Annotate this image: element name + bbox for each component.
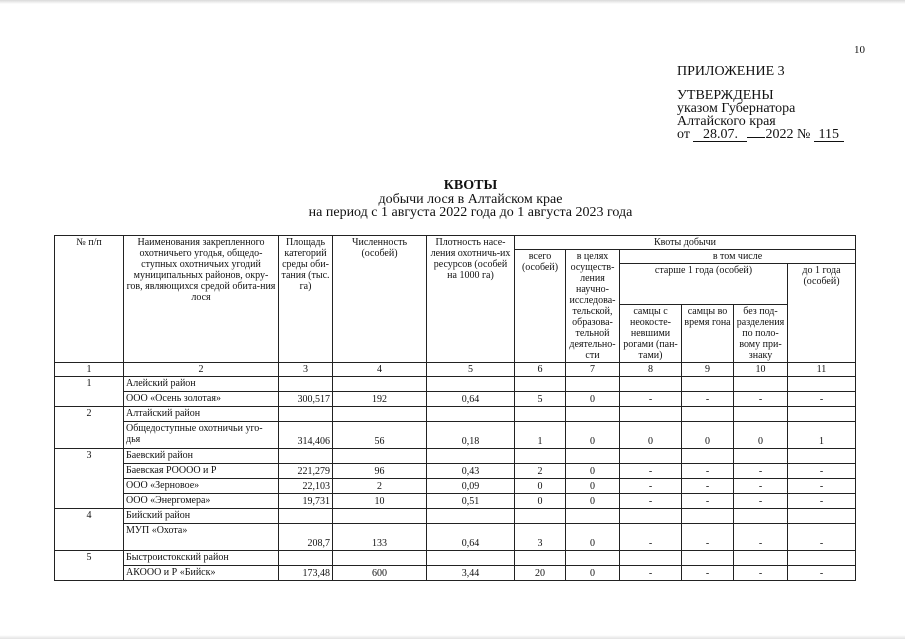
- hunting-ground-name: Общедоступные охотничьи уго-дья: [124, 422, 279, 449]
- cell-area: 208,7: [279, 524, 333, 551]
- cell-no-sex: -: [734, 566, 788, 581]
- approval-date: 28.07.: [693, 128, 747, 142]
- column-number-cell: 1: [55, 363, 124, 377]
- empty-cell: [279, 509, 333, 524]
- empty-cell: [566, 509, 620, 524]
- cell-total: 1: [515, 422, 566, 449]
- cell-density: 0,18: [427, 422, 515, 449]
- table-row: [55, 494, 856, 509]
- scan-edge-top: [0, 0, 905, 4]
- header-older: старше 1 года (особей): [620, 264, 788, 305]
- empty-cell: [734, 509, 788, 524]
- row-number: 1: [55, 377, 124, 407]
- document-title: КВОТЫ: [443, 178, 498, 193]
- empty-cell: [333, 509, 427, 524]
- cell-no-sex: 0: [734, 422, 788, 449]
- empty-cell: [682, 377, 734, 392]
- column-number-cell: 8: [620, 363, 682, 377]
- district-row: [55, 509, 856, 524]
- empty-cell: [427, 407, 515, 422]
- cell-under1: -: [788, 494, 856, 509]
- row-number: 4: [55, 509, 124, 551]
- empty-cell: [333, 407, 427, 422]
- empty-cell: [515, 509, 566, 524]
- cell-area: 22,103: [279, 479, 333, 494]
- scan-edge-bottom: [0, 635, 905, 639]
- approval-block: [677, 89, 844, 142]
- quota-table: [54, 235, 856, 581]
- column-number-cell: 6: [515, 363, 566, 377]
- empty-cell: [427, 377, 515, 392]
- cell-total: 0: [515, 494, 566, 509]
- cell-males-rut: -: [682, 479, 734, 494]
- quota-table-body: [55, 377, 856, 581]
- empty-cell: [682, 449, 734, 464]
- cell-under1: -: [788, 566, 856, 581]
- header-no-sex: без под-разделения по поло-вому при-знаку: [734, 305, 788, 363]
- header-count: Численность (особей): [333, 236, 427, 363]
- cell-area: 221,279: [279, 464, 333, 479]
- cell-males-no-antlers: -: [620, 524, 682, 551]
- cell-density: 0,64: [427, 524, 515, 551]
- district-row: [55, 449, 856, 464]
- cell-males-no-antlers: -: [620, 464, 682, 479]
- header-including: в том числе: [620, 250, 856, 264]
- cell-science: 0: [566, 479, 620, 494]
- hunting-ground-name: ООО «Зерновое»: [124, 479, 279, 494]
- approval-date-line: [677, 128, 844, 142]
- empty-cell: [682, 551, 734, 566]
- empty-cell: [620, 377, 682, 392]
- appendix-label: ПРИЛОЖЕНИЕ 3: [677, 64, 785, 79]
- header-quotas: Квоты добычи: [515, 236, 856, 250]
- cell-no-sex: -: [734, 464, 788, 479]
- table-row: [55, 422, 856, 449]
- empty-cell: [566, 377, 620, 392]
- table-row: [55, 566, 856, 581]
- empty-cell: [515, 407, 566, 422]
- empty-cell: [788, 509, 856, 524]
- district-name: Бийский район: [124, 509, 279, 524]
- cell-science: 0: [566, 422, 620, 449]
- header-under1: до 1 года (особей): [788, 264, 856, 363]
- header-name: Наименования закрепленного охотничьего угодья, общедо-ступных охотничьих угодий муниципальных районов, окру-гов, являющихся средой обита-ния лося: [124, 236, 279, 363]
- cell-under1: -: [788, 479, 856, 494]
- column-number-cell: 7: [566, 363, 620, 377]
- empty-cell: [515, 377, 566, 392]
- approval-from-label: от: [677, 127, 690, 142]
- cell-males-no-antlers: -: [620, 494, 682, 509]
- row-number: 2: [55, 407, 124, 449]
- cell-under1: -: [788, 392, 856, 407]
- cell-count: 10: [333, 494, 427, 509]
- cell-science: 0: [566, 566, 620, 581]
- header-area: Площадь категорий среды оби-тания (тыс. га): [279, 236, 333, 363]
- empty-cell: [734, 551, 788, 566]
- date-gap-underline: [747, 137, 765, 138]
- empty-cell: [734, 407, 788, 422]
- approval-line-1: УТВЕРЖДЕНЫ: [677, 88, 774, 103]
- cell-science: 0: [566, 464, 620, 479]
- hunting-ground-name: АКОOO и Р «Бийск»: [124, 566, 279, 581]
- empty-cell: [279, 407, 333, 422]
- document-title-block: [0, 178, 905, 220]
- empty-cell: [333, 449, 427, 464]
- empty-cell: [788, 449, 856, 464]
- column-number-cell: 9: [682, 363, 734, 377]
- empty-cell: [620, 449, 682, 464]
- empty-cell: [620, 509, 682, 524]
- approval-number: 115: [814, 128, 844, 142]
- cell-males-no-antlers: 0: [620, 422, 682, 449]
- empty-cell: [620, 551, 682, 566]
- cell-area: 19,731: [279, 494, 333, 509]
- cell-count: 600: [333, 566, 427, 581]
- cell-males-rut: 0: [682, 422, 734, 449]
- column-number-cell: 4: [333, 363, 427, 377]
- table-row: [55, 524, 856, 551]
- cell-males-rut: -: [682, 524, 734, 551]
- hunting-ground-name: ООО «Осень золотая»: [124, 392, 279, 407]
- hunting-ground-name: Баевская РОООО и Р: [124, 464, 279, 479]
- cell-males-rut: -: [682, 464, 734, 479]
- cell-density: 0,09: [427, 479, 515, 494]
- empty-cell: [279, 449, 333, 464]
- cell-total: 3: [515, 524, 566, 551]
- empty-cell: [788, 377, 856, 392]
- hunting-ground-name: ООО «Энергомера»: [124, 494, 279, 509]
- cell-density: 0,64: [427, 392, 515, 407]
- cell-count: 2: [333, 479, 427, 494]
- empty-cell: [566, 449, 620, 464]
- empty-cell: [279, 551, 333, 566]
- empty-cell: [279, 377, 333, 392]
- cell-no-sex: -: [734, 392, 788, 407]
- cell-under1: -: [788, 464, 856, 479]
- empty-cell: [427, 509, 515, 524]
- empty-cell: [788, 407, 856, 422]
- page-number: 10: [854, 44, 865, 56]
- district-name: Баевский район: [124, 449, 279, 464]
- header-males-no-antlers: самцы с неокосте-невшими рогами (пан-тами): [620, 305, 682, 363]
- cell-total: 5: [515, 392, 566, 407]
- cell-total: 2: [515, 464, 566, 479]
- cell-under1: -: [788, 524, 856, 551]
- cell-males-no-antlers: -: [620, 479, 682, 494]
- cell-count: 192: [333, 392, 427, 407]
- district-name: Алтайский район: [124, 407, 279, 422]
- empty-cell: [682, 509, 734, 524]
- cell-area: 314,406: [279, 422, 333, 449]
- district-name: Алейский район: [124, 377, 279, 392]
- empty-cell: [515, 551, 566, 566]
- cell-under1: 1: [788, 422, 856, 449]
- district-row: [55, 407, 856, 422]
- table-row: [55, 392, 856, 407]
- empty-cell: [682, 407, 734, 422]
- header-num: № п/п: [55, 236, 124, 363]
- cell-males-rut: -: [682, 566, 734, 581]
- cell-density: 0,43: [427, 464, 515, 479]
- empty-cell: [788, 551, 856, 566]
- cell-science: 0: [566, 494, 620, 509]
- cell-males-no-antlers: -: [620, 566, 682, 581]
- empty-cell: [566, 551, 620, 566]
- column-number-cell: 2: [124, 363, 279, 377]
- cell-males-no-antlers: -: [620, 392, 682, 407]
- cell-total: 0: [515, 479, 566, 494]
- cell-science: 0: [566, 392, 620, 407]
- empty-cell: [734, 449, 788, 464]
- cell-males-rut: -: [682, 392, 734, 407]
- cell-science: 0: [566, 524, 620, 551]
- document-subtitle-2: на период с 1 августа 2022 года до 1 августа 2023 года: [308, 205, 633, 220]
- approval-line-2: указом Губернатора: [677, 101, 796, 116]
- approval-line-3: Алтайского края: [677, 114, 776, 129]
- district-name: Быстроистокский район: [124, 551, 279, 566]
- cell-no-sex: -: [734, 494, 788, 509]
- table-row: [55, 464, 856, 479]
- column-number-row: [55, 363, 856, 377]
- approval-year: 2022 №: [765, 127, 811, 142]
- empty-cell: [734, 377, 788, 392]
- district-row: [55, 551, 856, 566]
- header-total: всего (особей): [515, 250, 566, 363]
- cell-density: 0,51: [427, 494, 515, 509]
- cell-no-sex: -: [734, 524, 788, 551]
- cell-area: 173,48: [279, 566, 333, 581]
- cell-count: 133: [333, 524, 427, 551]
- header-science: в целях осуществ-ления научно-исследова-тельской, образова-тельной деятельно-сти: [566, 250, 620, 363]
- empty-cell: [333, 377, 427, 392]
- empty-cell: [566, 407, 620, 422]
- row-number: 3: [55, 449, 124, 509]
- column-number-cell: 10: [734, 363, 788, 377]
- empty-cell: [427, 551, 515, 566]
- cell-count: 96: [333, 464, 427, 479]
- table-row: [55, 479, 856, 494]
- header-males-rut: самцы во время гона: [682, 305, 734, 363]
- cell-no-sex: -: [734, 479, 788, 494]
- cell-males-rut: -: [682, 494, 734, 509]
- row-number: 5: [55, 551, 124, 581]
- empty-cell: [620, 407, 682, 422]
- cell-area: 300,517: [279, 392, 333, 407]
- column-number-cell: 11: [788, 363, 856, 377]
- cell-total: 20: [515, 566, 566, 581]
- column-number-cell: 3: [279, 363, 333, 377]
- hunting-ground-name: МУП «Охота»: [124, 524, 279, 551]
- header-density: Плотность насе-ления охотничь-их ресурсов (особей на 1000 га): [427, 236, 515, 363]
- cell-density: 3,44: [427, 566, 515, 581]
- column-number-cell: 5: [427, 363, 515, 377]
- empty-cell: [515, 449, 566, 464]
- document-subtitle-1: добычи лося в Алтайском крае: [378, 192, 563, 207]
- cell-count: 56: [333, 422, 427, 449]
- district-row: [55, 377, 856, 392]
- empty-cell: [427, 449, 515, 464]
- empty-cell: [333, 551, 427, 566]
